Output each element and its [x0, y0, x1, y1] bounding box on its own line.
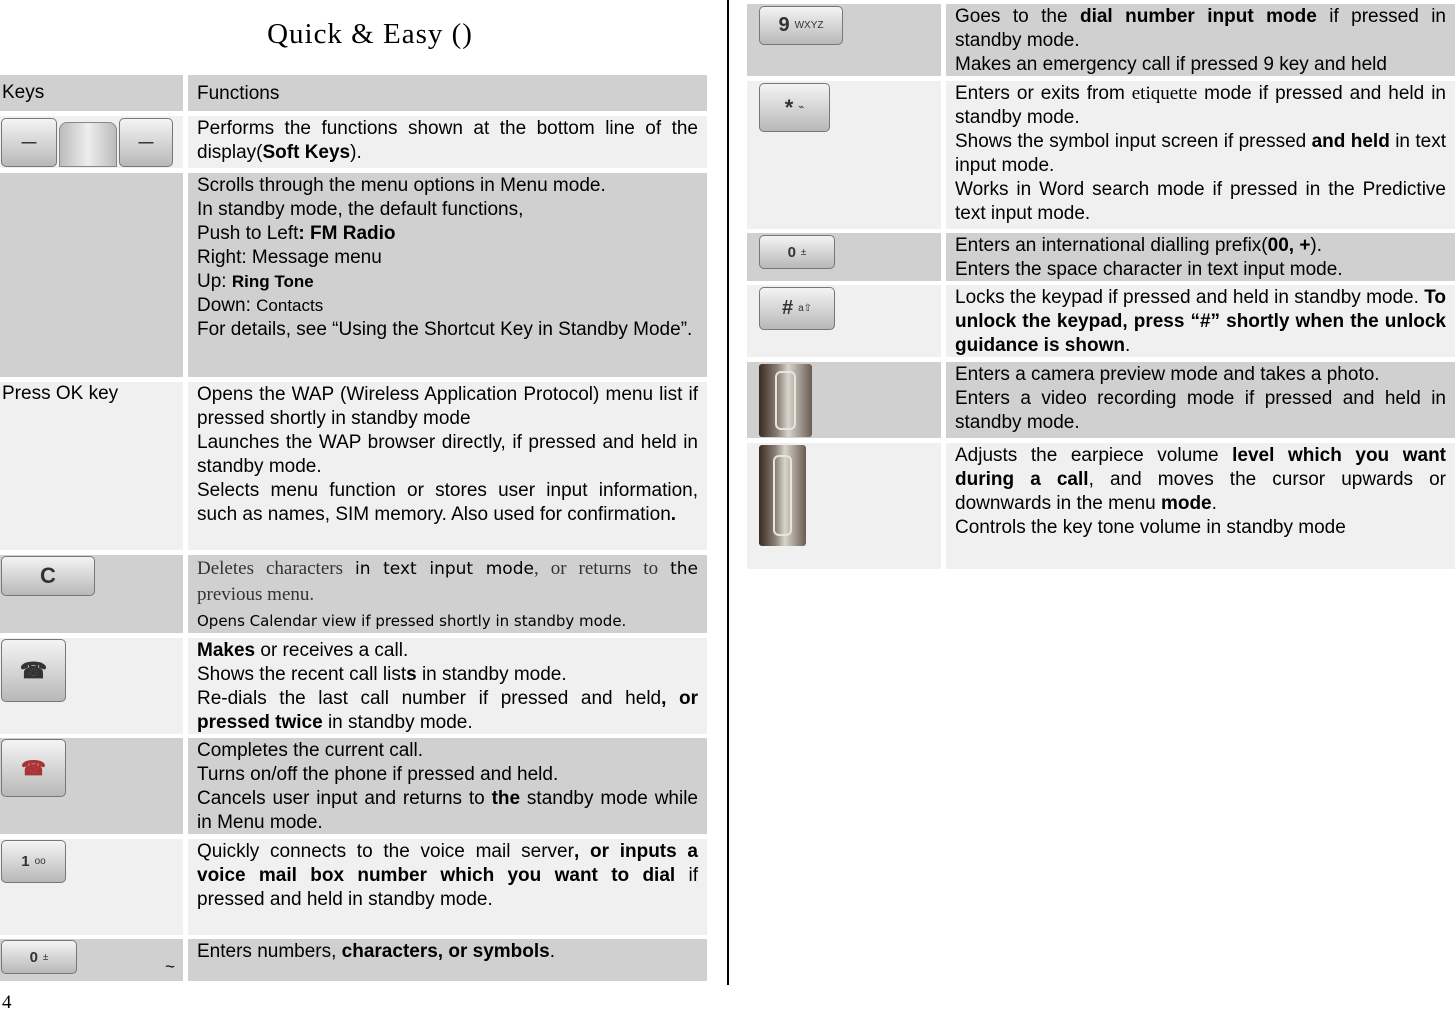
function-text: Completes the current call. Turns on/off the phone if pressed and held. Cancels user input and returns to the standby mode while in Menu mode.: [188, 738, 707, 834]
table-row: [0, 839, 707, 935]
function-text: Deletes characters in text input mode, or returns to the previous menu. Opens Calendar view if pressed shortly in standby mode.: [188, 555, 707, 633]
function-text: Quickly connects to the voice mail server, or inputs a voice mail box number which you want to dial if pressed and held in standby mode.: [188, 839, 707, 935]
range-tilde: ~: [165, 957, 175, 976]
table-row: [747, 285, 1455, 357]
header-keys: Keys: [0, 75, 183, 111]
table-row: [0, 555, 707, 633]
function-text: Enters numbers, characters, or symbols.: [188, 939, 707, 981]
table-row: [747, 362, 1455, 438]
function-text: Goes to the dial number input mode if pressed in standby mode. Makes an emergency call if pressed 9 key and held: [946, 4, 1455, 76]
star-key-icon: * ⌁: [759, 83, 830, 132]
function-text: Performs the functions shown at the bottom line of the display(Soft Keys).: [188, 116, 707, 168]
table-row: [747, 233, 1455, 281]
soft-keys-icon: — —: [1, 118, 173, 167]
table-header-row: [0, 75, 707, 111]
nine-key-icon: 9 WXYZ: [759, 6, 843, 45]
zero-key-icon: 0 ±: [1, 940, 77, 974]
column-divider: [727, 0, 729, 985]
end-key-icon: ☎: [1, 739, 66, 797]
volume-key-icon: [759, 445, 806, 546]
function-text: Locks the keypad if pressed and held in standby mode. To unlock the keypad, press “#” shortly when the unlock guidance is shown.: [946, 285, 1455, 357]
table-row: [747, 4, 1455, 76]
table-row: [0, 382, 707, 550]
voicemail-key-icon: 1 oo: [1, 840, 66, 883]
camera-key-icon: [759, 364, 812, 437]
function-text: Scrolls through the menu options in Menu mode. In standby mode, the default functions, Push to Left: FM Radio Right: Message menu Up: Ring Tone Down: Contacts For details, see “Using the Shortcut Key in Standby Mode”.: [188, 173, 707, 377]
ok-key-label: Press OK key: [0, 382, 183, 550]
function-text: Enters an international dialling prefix(00, +). Enters the space character in text input mode.: [946, 233, 1455, 281]
table-row: [0, 738, 707, 834]
function-text: Adjusts the earpiece volume level which you want during a call, and moves the cursor upwards or downwards in the menu mode. Controls the key tone volume in standby mode: [946, 443, 1455, 569]
table-row: [0, 173, 707, 377]
page-title: Quick & Easy (): [267, 18, 473, 50]
function-text: Makes or receives a call. Shows the recent call lists in standby mode. Re-dials the last call number if pressed and held, or pressed twice in standby mode.: [188, 638, 707, 734]
send-key-icon: ☎: [1, 639, 66, 702]
function-text: Enters or exits from etiquette mode if pressed and held in standby mode. Shows the symbol input screen if pressed and held in text input mode. Works in Word search mode if pressed in the Predictive text input mode.: [946, 81, 1455, 229]
clear-key-icon: C: [1, 556, 95, 596]
table-row: [747, 81, 1455, 229]
hash-key-icon: # a⇧: [759, 287, 835, 330]
table-row: [0, 638, 707, 734]
table-row: [747, 443, 1455, 569]
function-text: Enters a camera preview mode and takes a photo. Enters a video recording mode if pressed and held in standby mode.: [946, 362, 1455, 438]
zero-plus-key-icon: 0 ±: [759, 235, 835, 269]
table-row: [0, 939, 707, 981]
header-functions: Functions: [188, 75, 707, 111]
page-number: 4: [2, 992, 12, 1013]
function-text: Opens the WAP (Wireless Application Protocol) menu list if pressed shortly in standby mode Launches the WAP browser directly, if pressed and held in standby mode. Selects menu function or stores user input information, such as names, SIM memory. Also used for confirmation.: [188, 382, 707, 550]
table-row: [0, 116, 707, 168]
